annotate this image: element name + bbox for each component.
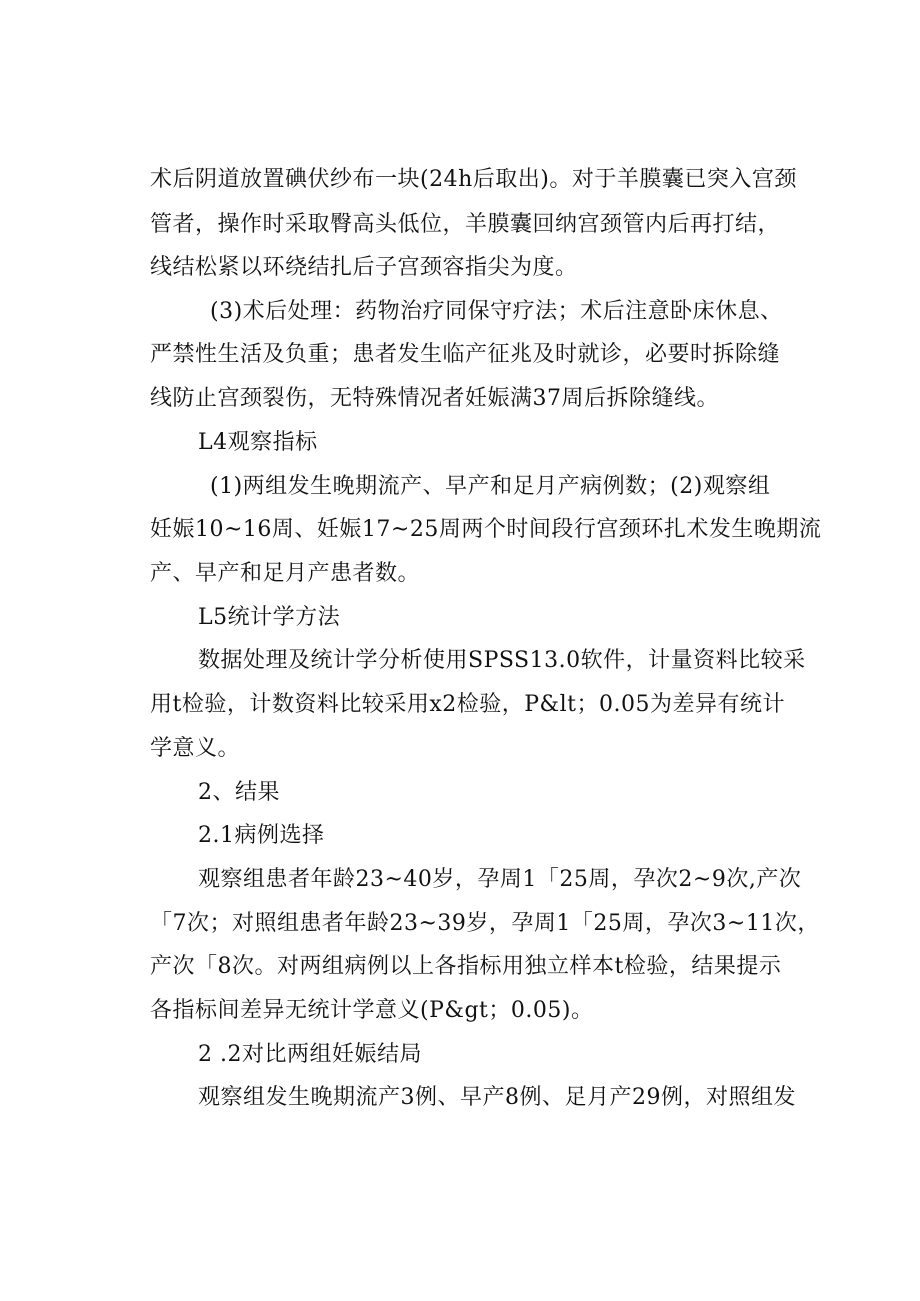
section-3-postop-heading-line: (3)术后处理：药物治疗同保守疗法；术后注意卧床休息、 — [210, 299, 783, 324]
text-line-19: 产次「8次。对两组病例以上各指标用独立样本t检验，结果提示 — [150, 954, 782, 979]
text-line-13: 用t检验，计数资料比较采用x2检验，P&lt；0.05为差异有统计 — [150, 692, 785, 717]
text-line-22: 观察组发生晚期流产3例、早产8例、足月产29例，对照组发 — [198, 1085, 796, 1110]
text-line-12: 数据处理及统计学分析使用SPSS13.0软件，计量资料比较采 — [198, 648, 806, 673]
text-line-3: 线结松紧以环绕结扎后子宫颈容指尖为度。 — [150, 255, 578, 280]
text-line-8: (1)两组发生晚期流产、早产和足月产病例数；(2)观察组 — [210, 474, 771, 499]
section-heading-outcome-comparison: 2 .2对比两组妊娠结局 — [198, 1042, 422, 1067]
text-line-5: 严禁性生活及负重；患者发生临产征兆及时就诊，必要时拆除缝 — [150, 342, 781, 367]
text-line-10: 产、早产和足月产患者数。 — [150, 561, 421, 586]
text-line-2: 管者，操作时采取臀高头低位，羊膜囊回纳宫颈管内后再打结， — [150, 212, 781, 237]
text-line-18: 「7次；对照组患者年龄23~39岁，孕周1「25周，孕次3~11次， — [150, 911, 820, 936]
text-line-6: 线防止宫颈裂伤，无特殊情况者妊娠满37周后拆除缝线。 — [150, 386, 719, 411]
text-line-14: 学意义。 — [150, 736, 241, 761]
text-line-9: 妊娠10~16周、妊娠17~25周两个时间段行宫颈环扎术发生晚期流 — [150, 517, 822, 542]
text-line-17: 观察组患者年龄23~40岁，孕周1「25周，孕次2~9次,产次 — [198, 867, 802, 892]
section-heading-case-selection: 2.1病例选择 — [198, 823, 325, 848]
section-heading-observation: L4观察指标 — [198, 430, 318, 455]
section-heading-statistics: L5统计学方法 — [198, 605, 341, 630]
text-line-20: 各指标间差异无统计学意义(P&gt；0.05)。 — [150, 998, 594, 1023]
section-heading-results: 2、结果 — [198, 780, 280, 805]
text-line-1: 术后阴道放置碘伏纱布一块(24h后取出)。对于羊膜囊已突入宫颈 — [150, 167, 797, 192]
